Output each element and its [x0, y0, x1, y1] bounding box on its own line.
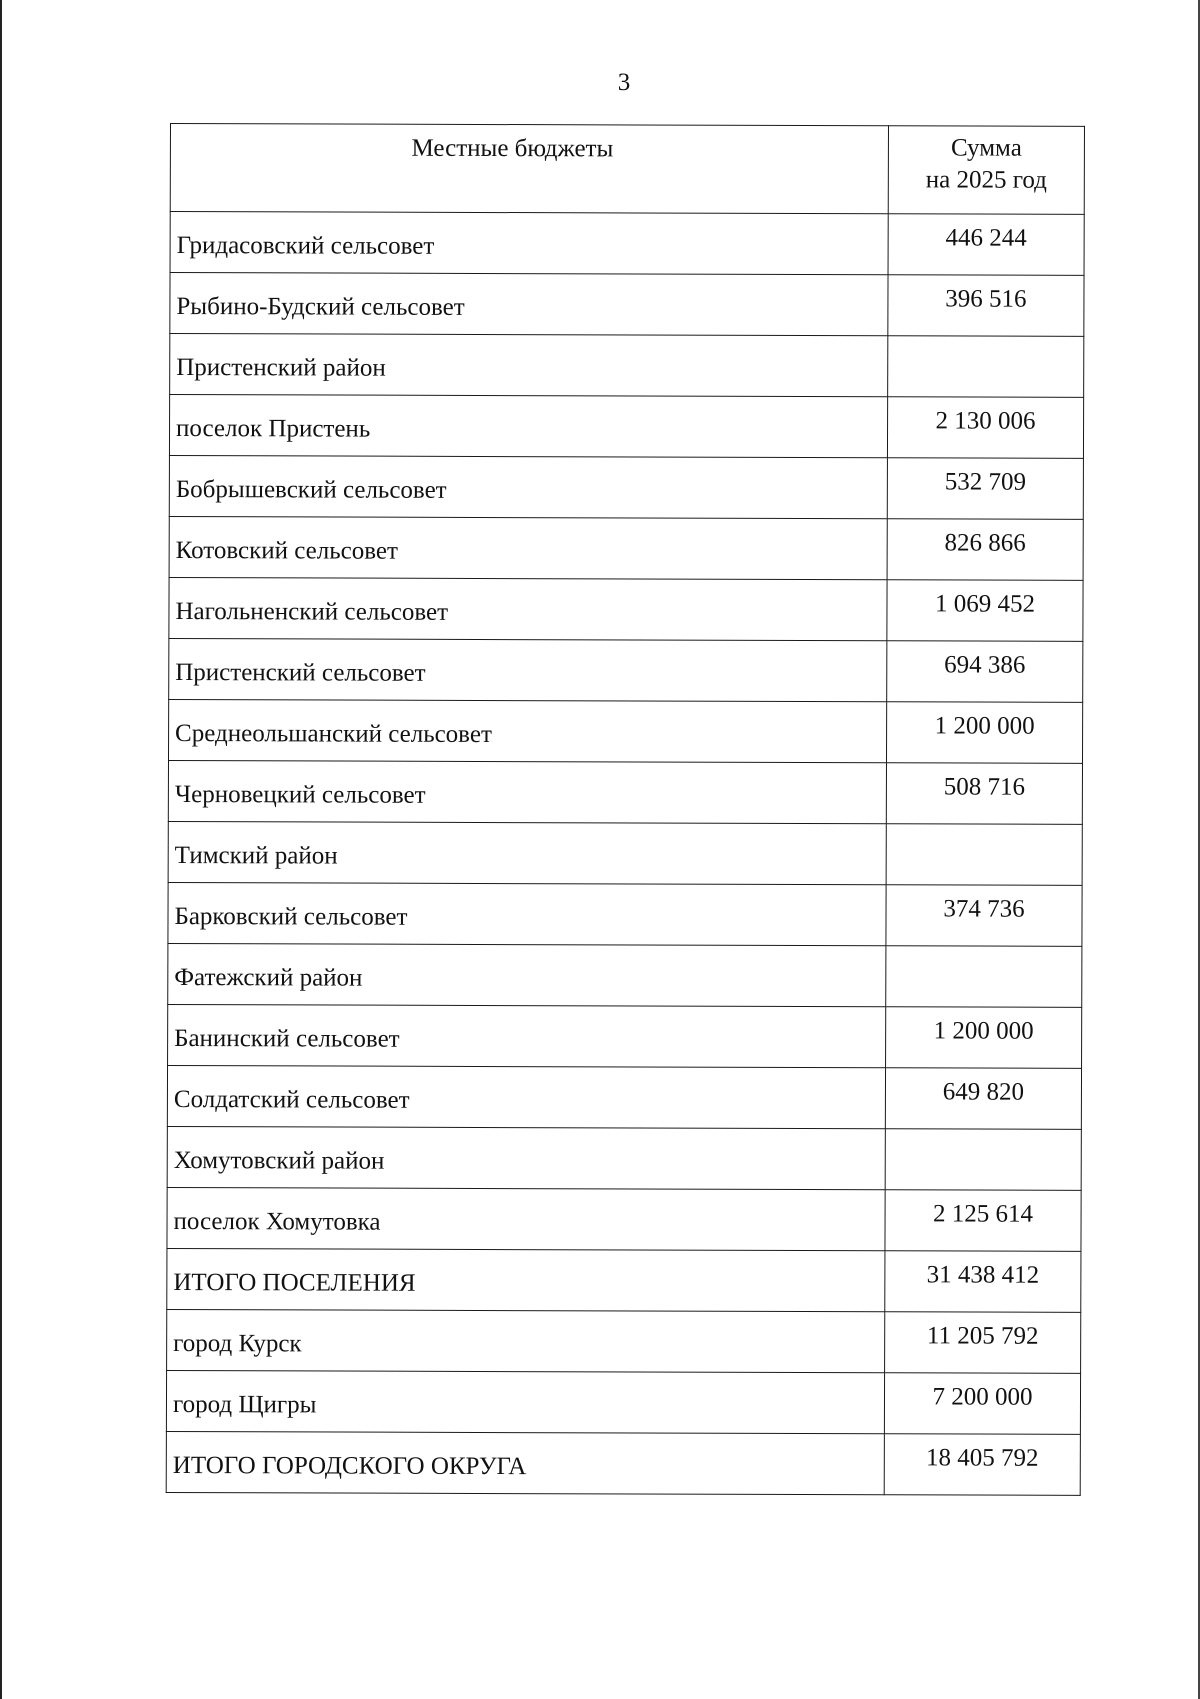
header-name-cell: Местные бюджеты [170, 124, 888, 214]
budget-table [166, 123, 1085, 1496]
row-name-cell: Банинский сельсовет [168, 1004, 886, 1067]
table-row [170, 273, 1084, 337]
header-sum-cell [888, 126, 1084, 215]
table-row [169, 395, 1083, 459]
budget-table-body [166, 124, 1084, 1496]
row-name-cell: город Щигры [166, 1370, 884, 1433]
row-name-cell: ИТОГО ПОСЕЛЕНИЯ [167, 1248, 885, 1311]
row-name-cell: Котовский сельсовет [169, 516, 887, 579]
row-sum-cell: 18 405 792 [884, 1434, 1080, 1496]
header-sum-line1: Сумма [950, 134, 1022, 162]
table-row [168, 821, 1082, 885]
budget-table-container [166, 123, 1084, 1496]
row-name-cell: Хомутовский район [167, 1126, 885, 1189]
row-name-cell: Солдатский сельсовет [167, 1065, 885, 1128]
table-row [168, 882, 1082, 946]
row-name-cell: поселок Пристень [169, 395, 887, 458]
row-sum-cell: 1 069 452 [887, 580, 1083, 642]
row-name-cell: город Курск [167, 1309, 885, 1372]
row-sum-cell: 2 125 614 [885, 1190, 1081, 1252]
table-row [169, 577, 1083, 641]
row-name-cell: Рыбино-Будский сельсовет [170, 273, 888, 336]
row-sum-cell: 532 709 [887, 458, 1083, 520]
row-name-cell: Пристенский район [170, 334, 888, 397]
row-sum-cell [885, 1129, 1081, 1191]
row-name-cell: ИТОГО ГОРОДСКОГО ОКРУГА [166, 1431, 884, 1494]
row-sum-cell: 396 516 [888, 275, 1084, 337]
row-sum-cell: 694 386 [887, 641, 1083, 703]
row-name-cell: Среднеольшанский сельсовет [168, 699, 886, 762]
row-name-cell: Черновецкий сельсовет [168, 760, 886, 823]
header-sum-line2: на 2025 год [925, 166, 1047, 194]
table-row [168, 699, 1082, 763]
row-sum-cell: 374 736 [886, 885, 1082, 947]
row-sum-cell: 446 244 [888, 214, 1084, 276]
table-row [169, 516, 1083, 580]
table-row [166, 1370, 1080, 1434]
row-sum-cell: 1 200 000 [886, 702, 1082, 764]
row-sum-cell: 11 205 792 [885, 1312, 1081, 1374]
row-sum-cell: 508 716 [886, 763, 1082, 825]
table-row [169, 638, 1083, 702]
row-sum-cell [888, 336, 1084, 398]
row-sum-cell: 649 820 [885, 1068, 1081, 1130]
table-row [167, 1248, 1081, 1312]
table-row [168, 760, 1082, 824]
row-sum-cell [886, 946, 1082, 1008]
table-row [168, 1004, 1082, 1068]
table-row [167, 1065, 1081, 1129]
row-name-cell: Бобрышевский сельсовет [169, 455, 887, 518]
row-name-cell: Пристенский сельсовет [169, 638, 887, 701]
page-number: 3 [617, 69, 631, 96]
table-row [167, 1309, 1081, 1373]
table-row [168, 943, 1082, 1007]
table-row [170, 212, 1084, 276]
row-name-cell: поселок Хомутовка [167, 1187, 885, 1250]
row-sum-cell [886, 824, 1082, 886]
table-row [166, 1431, 1080, 1495]
row-sum-cell: 7 200 000 [884, 1373, 1080, 1435]
row-name-cell: Гридасовский сельсовет [170, 212, 888, 275]
table-row [167, 1126, 1081, 1190]
row-name-cell: Нагольненский сельсовет [169, 577, 887, 640]
row-name-cell: Барковский сельсовет [168, 882, 886, 945]
scan-edge-left [0, 0, 2, 1699]
table-row [170, 334, 1084, 398]
table-row [169, 455, 1083, 519]
row-name-cell: Фатежский район [168, 943, 886, 1006]
row-sum-cell: 826 866 [887, 519, 1083, 581]
row-name-cell: Тимский район [168, 821, 886, 884]
row-sum-cell: 31 438 412 [885, 1251, 1081, 1313]
row-sum-cell: 2 130 006 [887, 397, 1083, 459]
row-sum-cell: 1 200 000 [886, 1007, 1082, 1069]
table-header-row [170, 124, 1084, 215]
table-row [167, 1187, 1081, 1251]
